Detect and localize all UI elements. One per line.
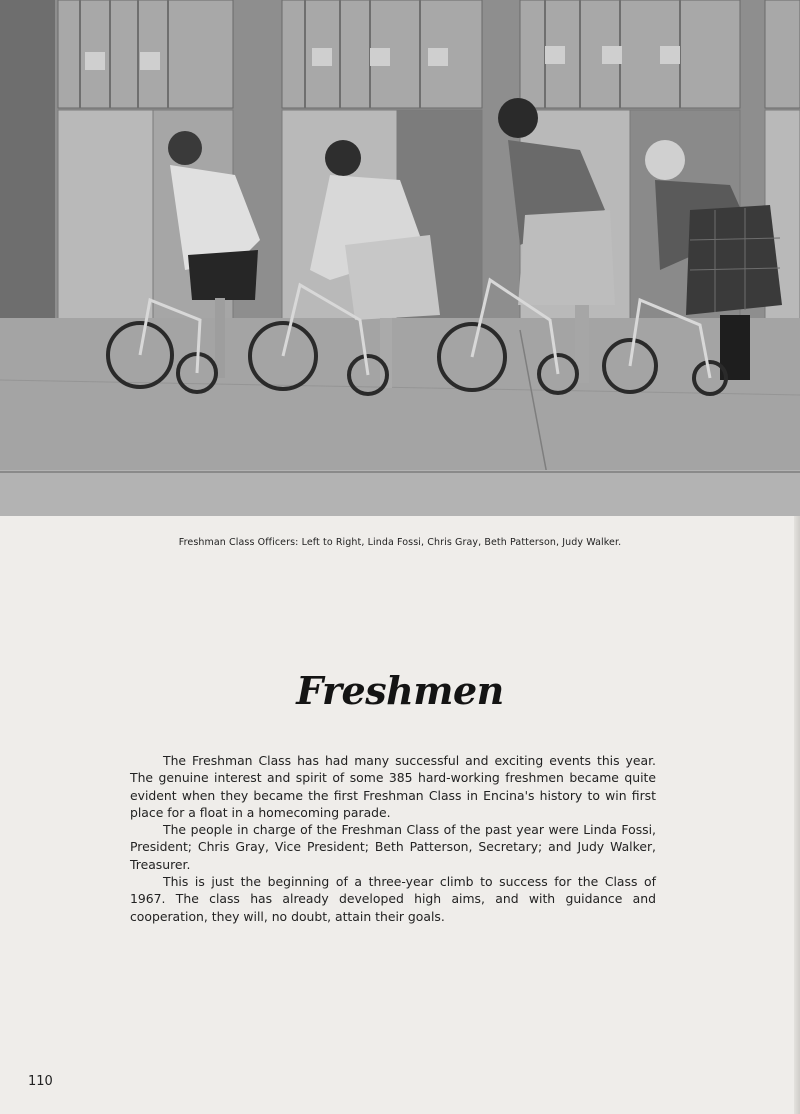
photo-caption: Freshman Class Officers: Left to Right, Linda Fossi, Chris Gray, Beth Patterson, Judy Walker. bbox=[178, 537, 622, 548]
photo-illustration bbox=[0, 0, 800, 516]
page-title: Freshmen bbox=[296, 668, 504, 713]
paragraph-2: The people in charge of the Freshman Class of the past year were Linda Fossi, President; Chris Gray, Vice President; Beth Patterson, Secretary; and Judy Walker, Treasurer. bbox=[130, 822, 656, 872]
page-edge bbox=[794, 516, 800, 1114]
page-number: 110 bbox=[28, 1074, 53, 1089]
paragraph-1: The Freshman Class has had many successful and exciting events this year. The genuine interest and spirit of some 385 hard-working freshmen became quite evident when they became the first Freshman Class in Encina's history to win first place for a float in a homecoming parade. bbox=[130, 753, 656, 820]
class-officers-photo bbox=[0, 0, 800, 516]
article-body bbox=[130, 752, 656, 925]
paragraph-3: This is just the beginning of a three-year climb to success for the Class of 1967. The class has already developed high aims, and with guidance and cooperation, they will, no doubt, attain their goals. bbox=[130, 874, 656, 924]
